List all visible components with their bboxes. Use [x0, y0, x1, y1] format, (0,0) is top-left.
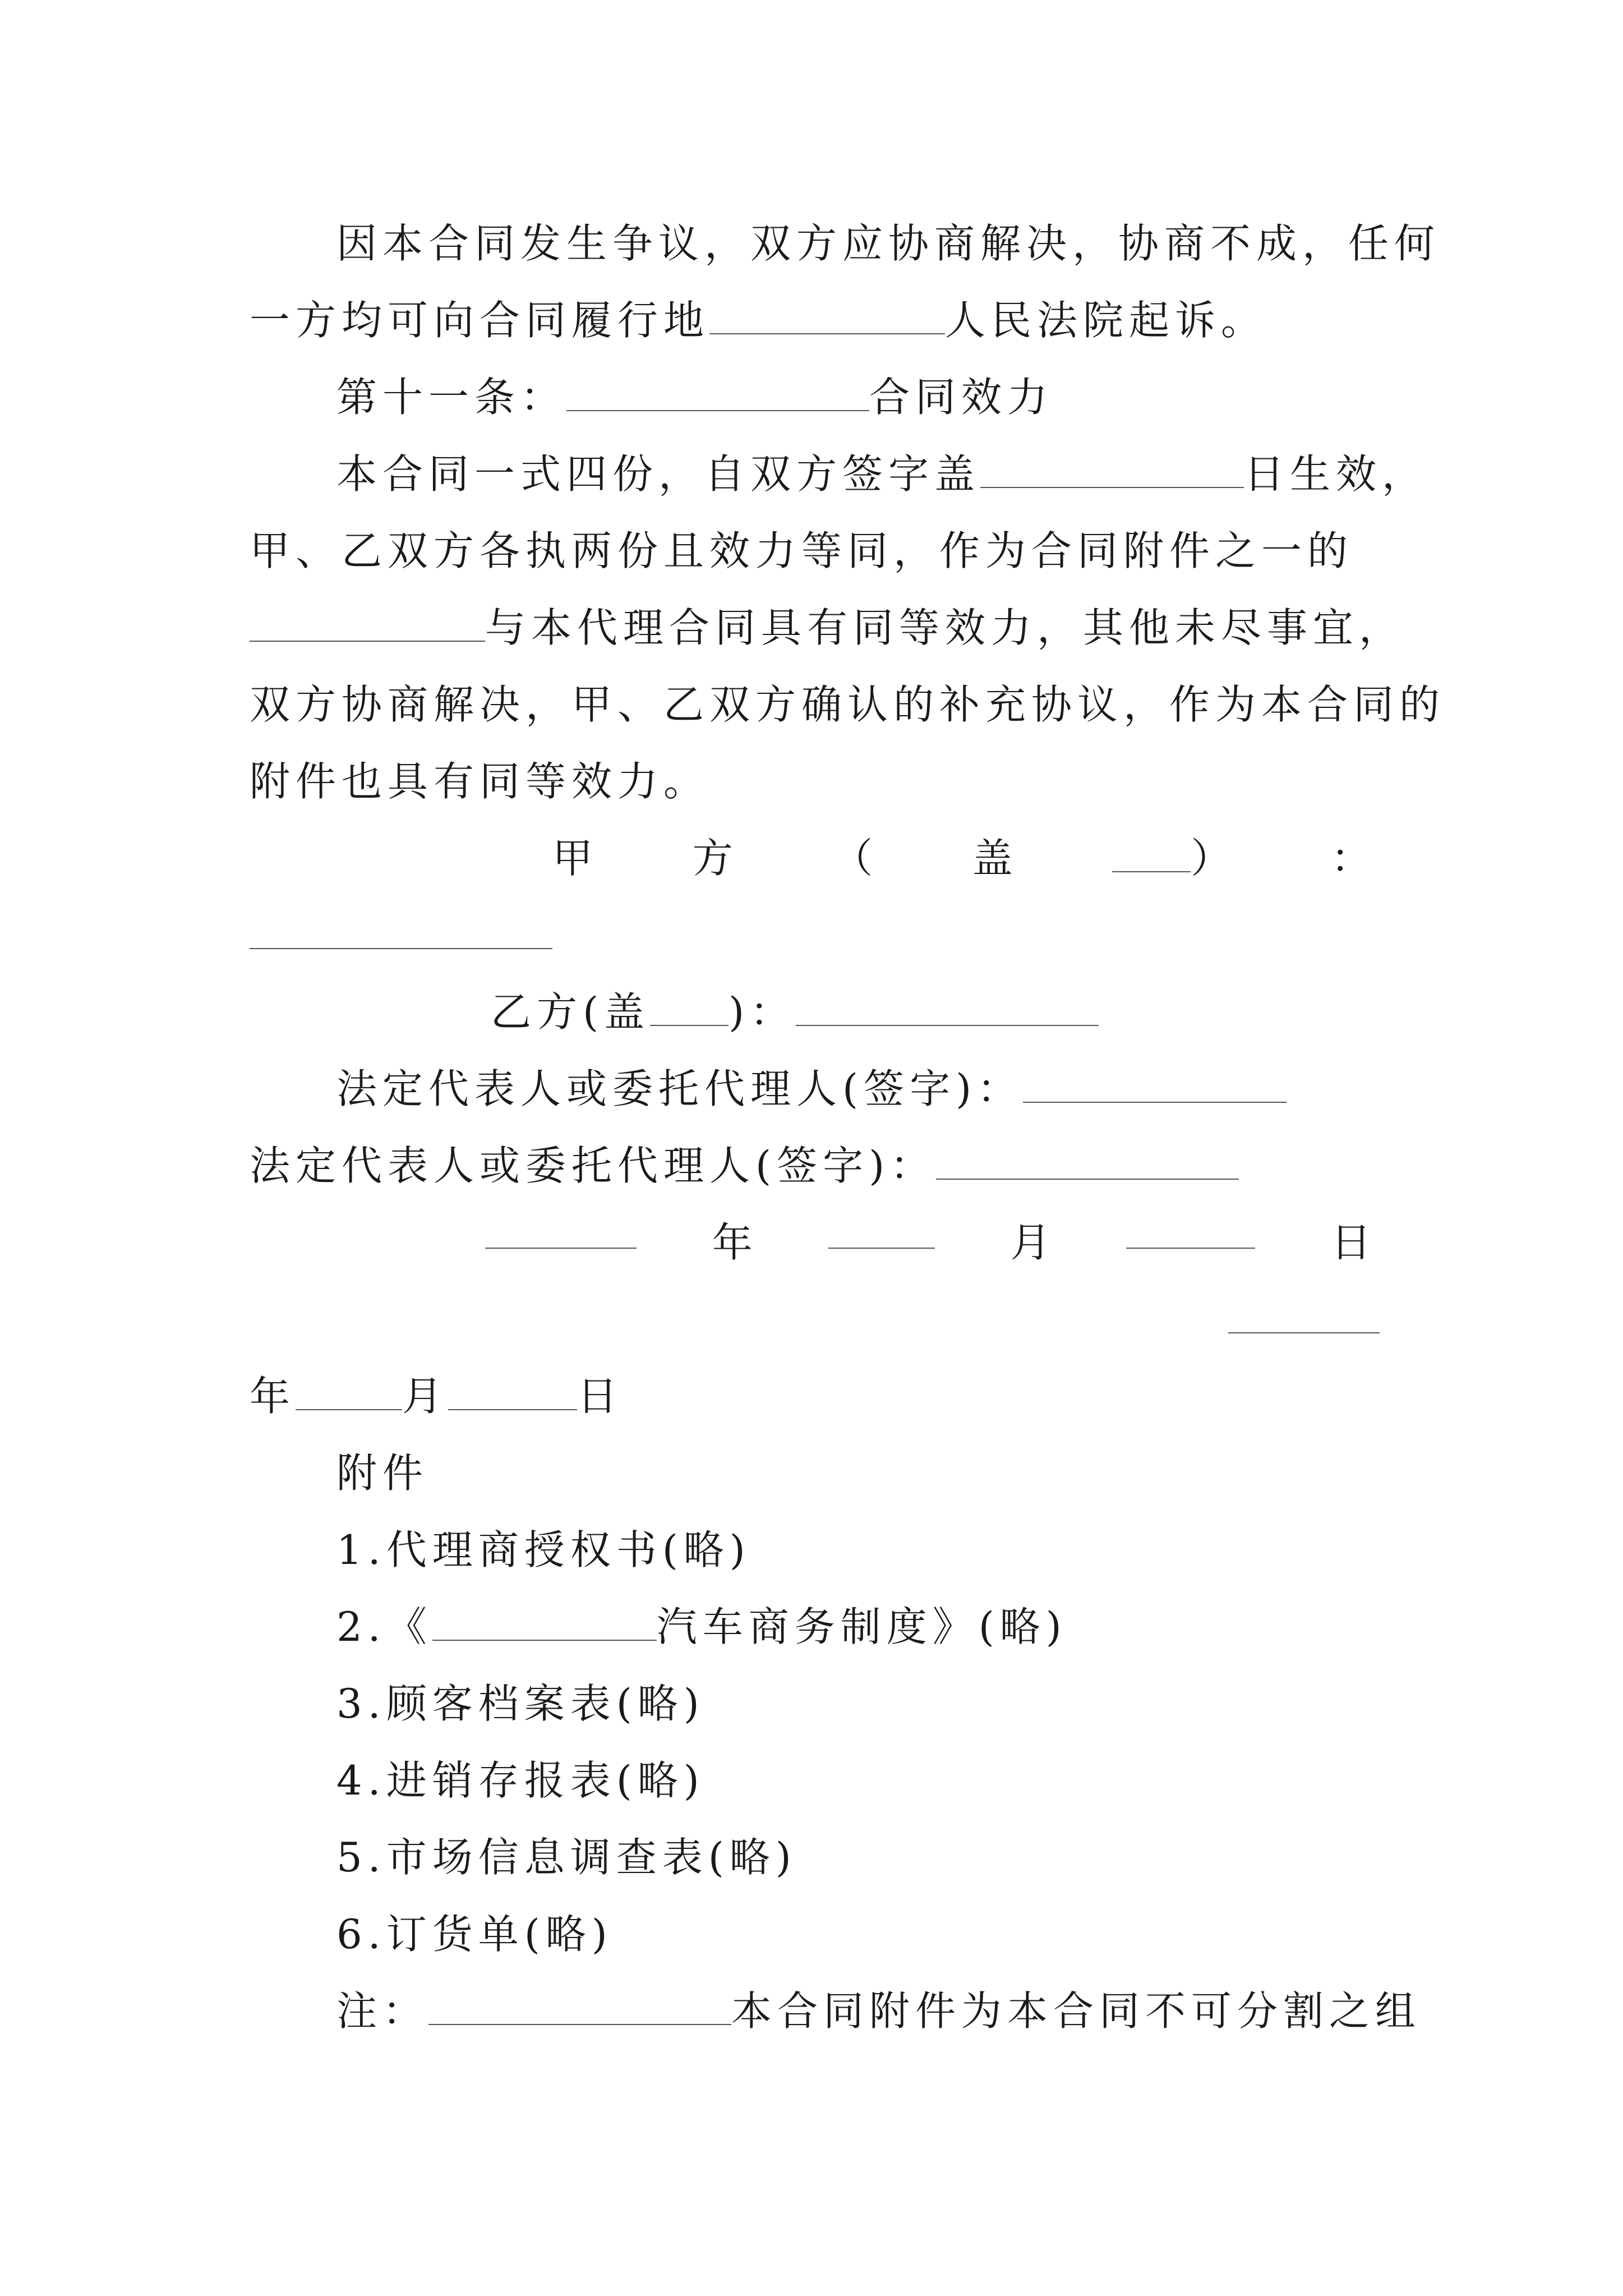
- blank-court-location[interactable]: [709, 289, 945, 334]
- date-line: 年 月 日: [485, 1204, 1371, 1281]
- paragraph-line: 附件也具有同等效力。: [250, 758, 710, 805]
- blank-party-b-seal[interactable]: [650, 981, 728, 1026]
- blank-representative-2[interactable]: [936, 1135, 1239, 1180]
- blank-party-a-name[interactable]: [250, 948, 552, 949]
- party-a-signature-line: 甲 方 （ 盖 ） ：: [552, 820, 1371, 897]
- blank-day[interactable]: [1126, 1204, 1255, 1249]
- paragraph-line: 因本合同发生争议，双方应协商解决，协商不成，任何: [336, 220, 1441, 267]
- blank-brand-name[interactable]: [432, 1596, 657, 1641]
- blank-day-2[interactable]: [448, 1365, 577, 1410]
- blank-attachment-name[interactable]: [250, 597, 485, 642]
- blank-effective-date[interactable]: [980, 443, 1244, 488]
- blank-party-b-name[interactable]: [796, 981, 1099, 1026]
- article-heading: 第十一条： 合同效力: [336, 358, 1385, 436]
- attachment-item: 6.订货单(略): [336, 1911, 613, 1958]
- blank-year[interactable]: [485, 1204, 637, 1249]
- representative-line: 法定代表人或委托代理人(签字)：: [250, 1127, 1382, 1204]
- note-line: 注： 本合同附件为本合同不可分割之组: [336, 1972, 1385, 2050]
- attachment-item: 1.代理商授权书(略): [336, 1526, 751, 1573]
- representative-line: 法定代表人或委托代理人(签字)：: [336, 1050, 1385, 1128]
- blank-note[interactable]: [428, 1980, 731, 2025]
- paragraph-line: 甲、乙双方各执两份且效力等同，作为合同附件之一的: [250, 527, 1354, 574]
- attachments-heading: 附件: [336, 1450, 429, 1497]
- paragraph-line: 与本代理合同具有同等效力，其他未尽事宜，: [250, 589, 1382, 666]
- paragraph-line: 本合同一式四份，自双方签字盖 日生效，: [336, 435, 1385, 513]
- paragraph-line: 一方均可向合同履行地 人民法院起诉。: [250, 282, 1382, 359]
- attachment-item: 5.市场信息调查表(略): [336, 1834, 797, 1881]
- blank-party-a-seal[interactable]: [1112, 827, 1191, 872]
- blank-article[interactable]: [566, 366, 869, 411]
- blank-month-2[interactable]: [296, 1365, 402, 1410]
- attachment-item: 3.顾客档案表(略): [336, 1680, 705, 1727]
- attachment-item: 2.《 汽车商务制度》(略): [336, 1588, 1385, 1665]
- date-line-2: 年 月 日: [250, 1358, 1382, 1435]
- paragraph-line: 双方协商解决，甲、乙双方确认的补充协议，作为本合同的: [250, 681, 1446, 728]
- attachment-item: 4.进销存报表(略): [336, 1757, 705, 1804]
- party-b-signature-line: 乙方(盖 )：: [491, 973, 1388, 1051]
- blank-representative-1[interactable]: [1023, 1058, 1287, 1103]
- blank-month[interactable]: [828, 1204, 935, 1249]
- blank-year-2[interactable]: [1228, 1332, 1380, 1333]
